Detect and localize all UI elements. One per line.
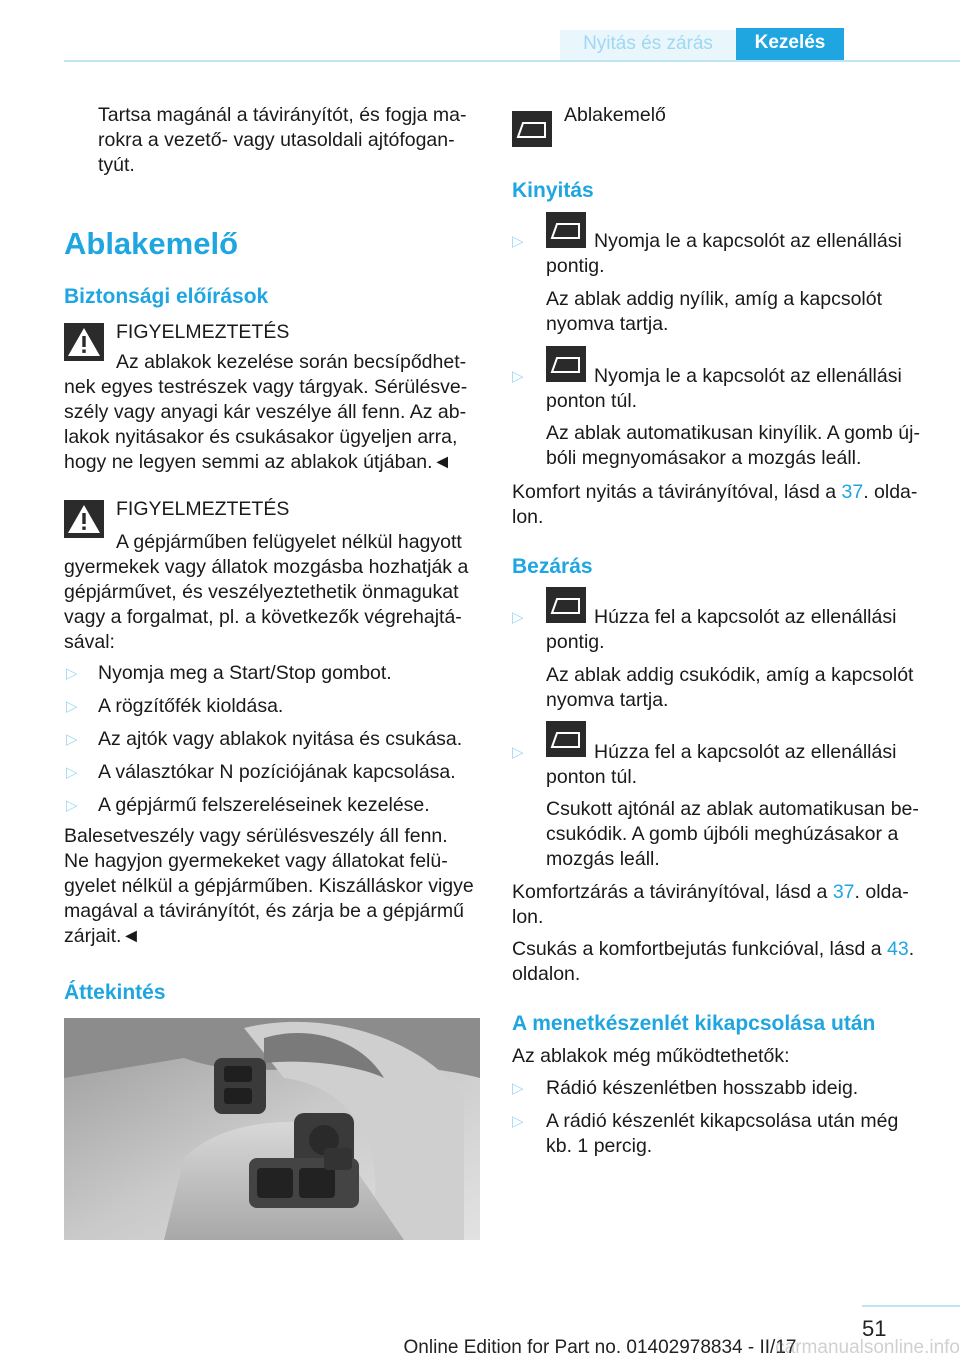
warning-title: FIGYELMEZTETÉS bbox=[116, 321, 290, 343]
description-line: nyomva tartja. bbox=[546, 689, 669, 711]
description-line: csukódik. A gomb újbóli meghúzásakor a bbox=[546, 823, 899, 845]
list-item: A rádió készenlét kikapcsolása után még kb. 1 percig. bbox=[546, 1110, 899, 1157]
bullet-marker: ▷ bbox=[66, 665, 78, 682]
warning-title: FIGYELMEZTETÉS bbox=[116, 498, 290, 520]
comfort-close-note: Komfortzárás a távirányítóval, lásd a 37. olda- lon. bbox=[512, 881, 909, 928]
intro-line: tyút. bbox=[98, 154, 135, 176]
footer-edition: Online Edition for Part no. 01402978834 - II/17 bbox=[403, 1337, 797, 1358]
intro-paragraph bbox=[98, 103, 488, 178]
bullet-marker: ▷ bbox=[66, 797, 78, 814]
bullet-marker: ▷ bbox=[66, 731, 78, 748]
subheading-safety: Biztonsági előírások bbox=[64, 285, 269, 308]
warning-text-line: gyelet nélkül a gépjárműben. Kiszálláskor vigye bbox=[64, 875, 474, 897]
window-switch-icon bbox=[546, 346, 586, 382]
subheading-after-standby: A menetkészenlét kikapcsolása után bbox=[512, 1012, 876, 1035]
subheading-close: Bezárás bbox=[512, 555, 593, 578]
warning-text-line: lakok nyitásakor és csukásakor ügyeljen arra, bbox=[64, 426, 458, 448]
warning-text-line: gépjárművet, és veszélyeztethetik önmagukat bbox=[64, 581, 459, 603]
bullet-marker: ▷ bbox=[512, 1080, 524, 1097]
description-line: Csukott ajtónál az ablak automatikusan be- bbox=[546, 798, 919, 820]
warning-text-line: Ne hagyjon gyermekeket vagy állatokat felü- bbox=[64, 850, 448, 872]
bullet-marker: ▷ bbox=[66, 764, 78, 781]
list-item-text: pontig. bbox=[546, 631, 605, 653]
list-item-text: ponton túl. bbox=[546, 766, 638, 788]
page-number: 51 bbox=[862, 1316, 887, 1341]
list-item-text: Nyomja le a kapcsolót az ellenállási bbox=[594, 230, 902, 252]
header-chapter-tab[interactable]: Kezelés bbox=[736, 28, 844, 61]
window-switch-icon bbox=[546, 587, 586, 623]
bullet-marker: ▷ bbox=[512, 368, 524, 385]
watermark: carmanualsonline.info bbox=[775, 1337, 960, 1358]
list-item-description bbox=[546, 797, 946, 872]
list-item: A gépjármű felszereléseinek kezelése. bbox=[98, 794, 430, 816]
after-intro: Az ablakok még működtethetők: bbox=[512, 1045, 790, 1067]
intro-line: rokra a vezető- vagy utasoldali ajtófogan- bbox=[98, 129, 455, 151]
list-item-text: Nyomja le a kapcsolót az ellenállási bbox=[594, 365, 902, 387]
list-item: A választókar N pozíciójának kapcsolása. bbox=[98, 761, 456, 783]
subheading-open: Kinyitás bbox=[512, 179, 594, 202]
warning-conclusion bbox=[64, 824, 484, 949]
description-line: nyomva tartja. bbox=[546, 313, 669, 335]
warning-icon bbox=[64, 323, 104, 361]
window-switch-icon bbox=[546, 721, 586, 757]
list-item-text: Húzza fel a kapcsolót az ellenállási bbox=[594, 741, 897, 763]
intro-line: Tartsa magánál a távirányítót, és fogja ma- bbox=[98, 104, 467, 126]
comfort-entry-note: Csukás a komfortbejutás funkcióval, lásd a 43. oldalon. bbox=[512, 938, 915, 985]
warning-text-line: szély vagy anyagi kár veszélye áll fenn. Az ab- bbox=[64, 401, 467, 423]
warning-text bbox=[64, 375, 484, 475]
description-line: bóli megnyomásakor a mozgás leáll. bbox=[546, 447, 862, 469]
list-item-description bbox=[546, 287, 882, 337]
warning-text-line: vagy a forgalmat, pl. a következők végrehajtá- bbox=[64, 606, 462, 628]
bullet-marker: ▷ bbox=[512, 744, 524, 761]
list-item-text: Húzza fel a kapcsolót az ellenállási bbox=[594, 606, 897, 628]
warning-text-line: Az ablakok kezelése során becsípődhet- bbox=[116, 351, 467, 373]
bullet-marker: ▷ bbox=[512, 609, 524, 626]
warning-text-line: sával: bbox=[64, 631, 115, 653]
warning-text-line: Balesetveszély vagy sérülésveszély áll fenn. bbox=[64, 825, 448, 847]
list-item-text: pontig. bbox=[546, 255, 605, 277]
warning-text-line: A gépjárműben felügyelet nélkül hagyott bbox=[116, 531, 462, 553]
description-line: Az ablak addig nyílik, amíg a kapcsolót bbox=[546, 288, 883, 310]
bullet-marker: ▷ bbox=[66, 698, 78, 715]
list-item: Rádió készenlétben hosszabb ideig. bbox=[546, 1077, 859, 1099]
bullet-marker: ▷ bbox=[512, 233, 524, 250]
window-switch-icon bbox=[512, 111, 552, 147]
list-item: A rögzítőfék kioldása. bbox=[98, 695, 284, 717]
description-line: Az ablak automatikusan kinyílik. A gomb új- bbox=[546, 422, 920, 444]
list-item: Nyomja meg a Start/Stop gombot. bbox=[98, 662, 392, 684]
subheading-overview: Áttekintés bbox=[64, 981, 166, 1004]
bullet-marker: ▷ bbox=[512, 1113, 524, 1130]
list-item-description bbox=[546, 663, 946, 713]
comfort-open-note: Komfort nyitás a távirányítóval, lásd a 37. olda- lon. bbox=[512, 481, 918, 528]
description-line: mozgás leáll. bbox=[546, 848, 660, 870]
page-link[interactable]: 37 bbox=[832, 881, 855, 903]
door-panel-photo bbox=[64, 1018, 480, 1240]
warning-text bbox=[64, 555, 484, 655]
warning-text-line: magával a távirányítót, és zárja be a gépjármű bbox=[64, 900, 464, 922]
icon-caption: Ablakemelő bbox=[564, 104, 666, 126]
warning-text-line: hogy ne legyen semmi az ablakok útjában.◄ bbox=[64, 451, 452, 473]
list-item-text: ponton túl. bbox=[546, 390, 638, 412]
list-item: Az ajtók vagy ablakok nyitása és csukása. bbox=[98, 728, 463, 750]
warning-text-line: gyermekek vagy állatok mozgásba hozhatják a bbox=[64, 556, 469, 578]
page-link[interactable]: 43 bbox=[887, 938, 909, 960]
warning-text-line: nek egyes testrészek vagy tárgyak. Sérülésve- bbox=[64, 376, 468, 398]
window-switch-icon bbox=[546, 212, 586, 248]
header-rule bbox=[64, 60, 960, 62]
warning-icon bbox=[64, 500, 104, 538]
page-number-rule bbox=[862, 1305, 960, 1307]
section-heading-ablakemelo: Ablakemelő bbox=[64, 226, 239, 261]
description-line: Az ablak addig csukódik, amíg a kapcsolót bbox=[546, 664, 914, 686]
list-item-description bbox=[546, 421, 946, 471]
header-section-label: Nyitás és zárás bbox=[560, 30, 736, 60]
warning-text-line: zárjait.◄ bbox=[64, 925, 141, 947]
page-link[interactable]: 37 bbox=[841, 481, 864, 503]
